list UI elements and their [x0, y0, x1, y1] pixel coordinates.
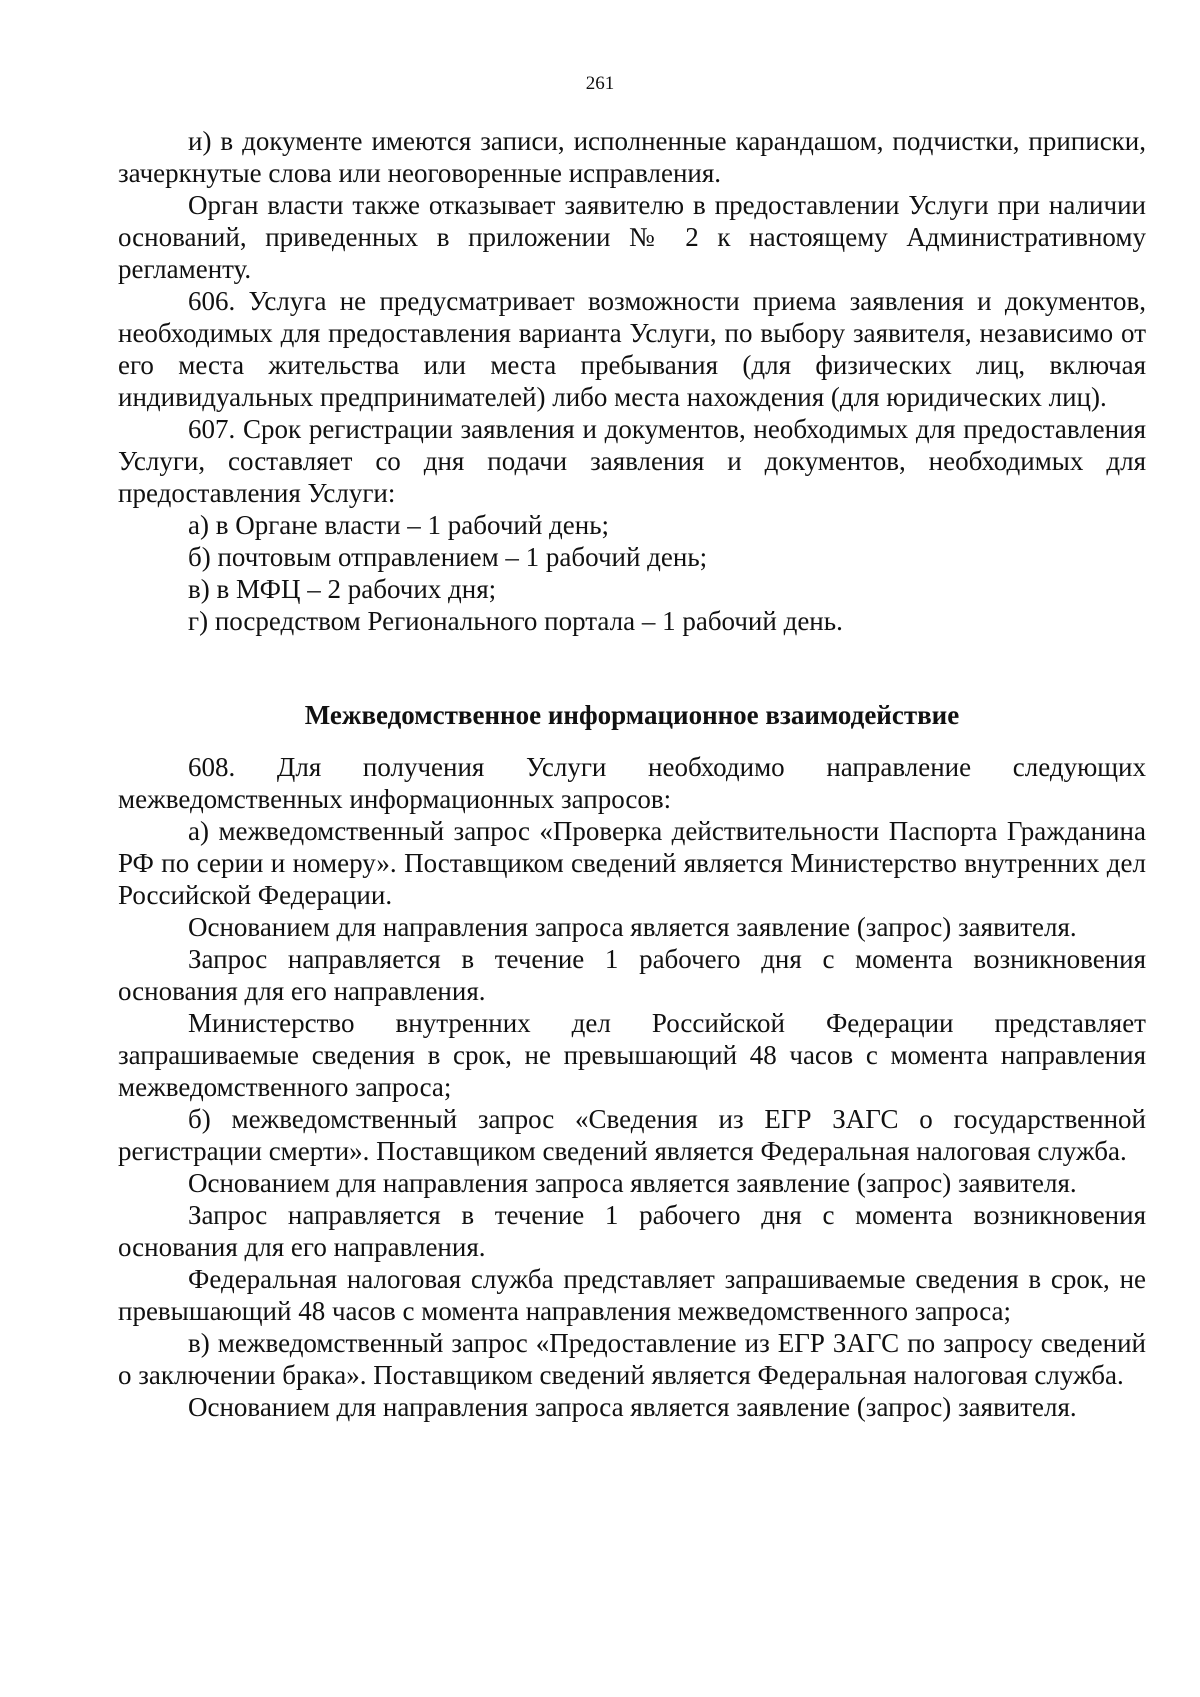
request-a-basis: Основанием для направления запроса является заявление (запрос) заявителя. [188, 912, 1077, 942]
list-item-g: г) посредством Регионального портала – 1 рабочий день. [188, 606, 843, 636]
list-item-b: б) почтовым отправлением – 1 рабочий день; [188, 542, 708, 572]
document-body [118, 125, 1146, 1423]
page-number: 261 [585, 73, 615, 94]
request-v: в) межведомственный запрос «Предоставление из ЕГР ЗАГС по запросу сведений о заключении брака». Поставщиком сведений является Федеральная налоговая служба. [118, 1328, 1146, 1390]
section-heading: Межведомственное информационное взаимодействие [304, 700, 960, 730]
paragraph-606: 606. Услуга не предусматривает возможности приема заявления и документов, необходимых для предоставления варианта Услуги, по выбору заявителя, независимо от его места жительства или места пребывания (для физических лиц, включая индивидуальных предпринимателей) либо места нахождения (для юридических лиц). [118, 286, 1146, 412]
list-item-v: в) в МФЦ – 2 рабочих дня; [188, 574, 497, 604]
request-b-basis: Основанием для направления запроса является заявление (запрос) заявителя. [188, 1168, 1077, 1198]
list-item-a: а) в Органе власти – 1 рабочий день; [188, 510, 610, 540]
request-b-timing: Запрос направляется в течение 1 рабочего дня с момента возникновения основания для его направления. [118, 1200, 1146, 1262]
section-spacer [118, 637, 1146, 699]
request-v-basis: Основанием для направления запроса является заявление (запрос) заявителя. [188, 1392, 1077, 1422]
request-a-response: Министерство внутренних дел Российской Федерации представляет запрашиваемые сведения в срок, не превышающий 48 часов с момента направления межведомственного запроса; [118, 1008, 1146, 1102]
request-b-response: Федеральная налоговая служба представляет запрашиваемые сведения в срок, не превышающий 48 часов с момента направления межведомственного запроса; [118, 1264, 1146, 1326]
section-spacer [118, 731, 1146, 751]
paragraph-refusal-grounds: Орган власти также отказывает заявителю в предоставлении Услуги при наличии оснований, приведенных в приложении № 2 к настоящему Административному регламенту. [118, 190, 1146, 284]
request-a-timing: Запрос направляется в течение 1 рабочего дня с момента возникновения основания для его направления. [118, 944, 1146, 1006]
paragraph-607: 607. Срок регистрации заявления и документов, необходимых для предоставления Услуги, составляет со дня подачи заявления и документов, необходимых для предоставления Услуги: [118, 414, 1146, 508]
paragraph-608: 608. Для получения Услуги необходимо направление следующих межведомственных информационных запросов: [118, 752, 1146, 814]
request-b: б) межведомственный запрос «Сведения из ЕГР ЗАГС о государственной регистрации смерти». Поставщиком сведений является Федеральная налоговая служба. [118, 1104, 1146, 1166]
request-a: а) межведомственный запрос «Проверка действительности Паспорта Гражданина РФ по серии и номеру». Поставщиком сведений является Министерство внутренних дел Российской Федерации. [118, 816, 1146, 910]
paragraph-item-i: и) в документе имеются записи, исполненные карандашом, подчистки, приписки, зачеркнутые слова или неоговоренные исправления. [118, 126, 1146, 188]
